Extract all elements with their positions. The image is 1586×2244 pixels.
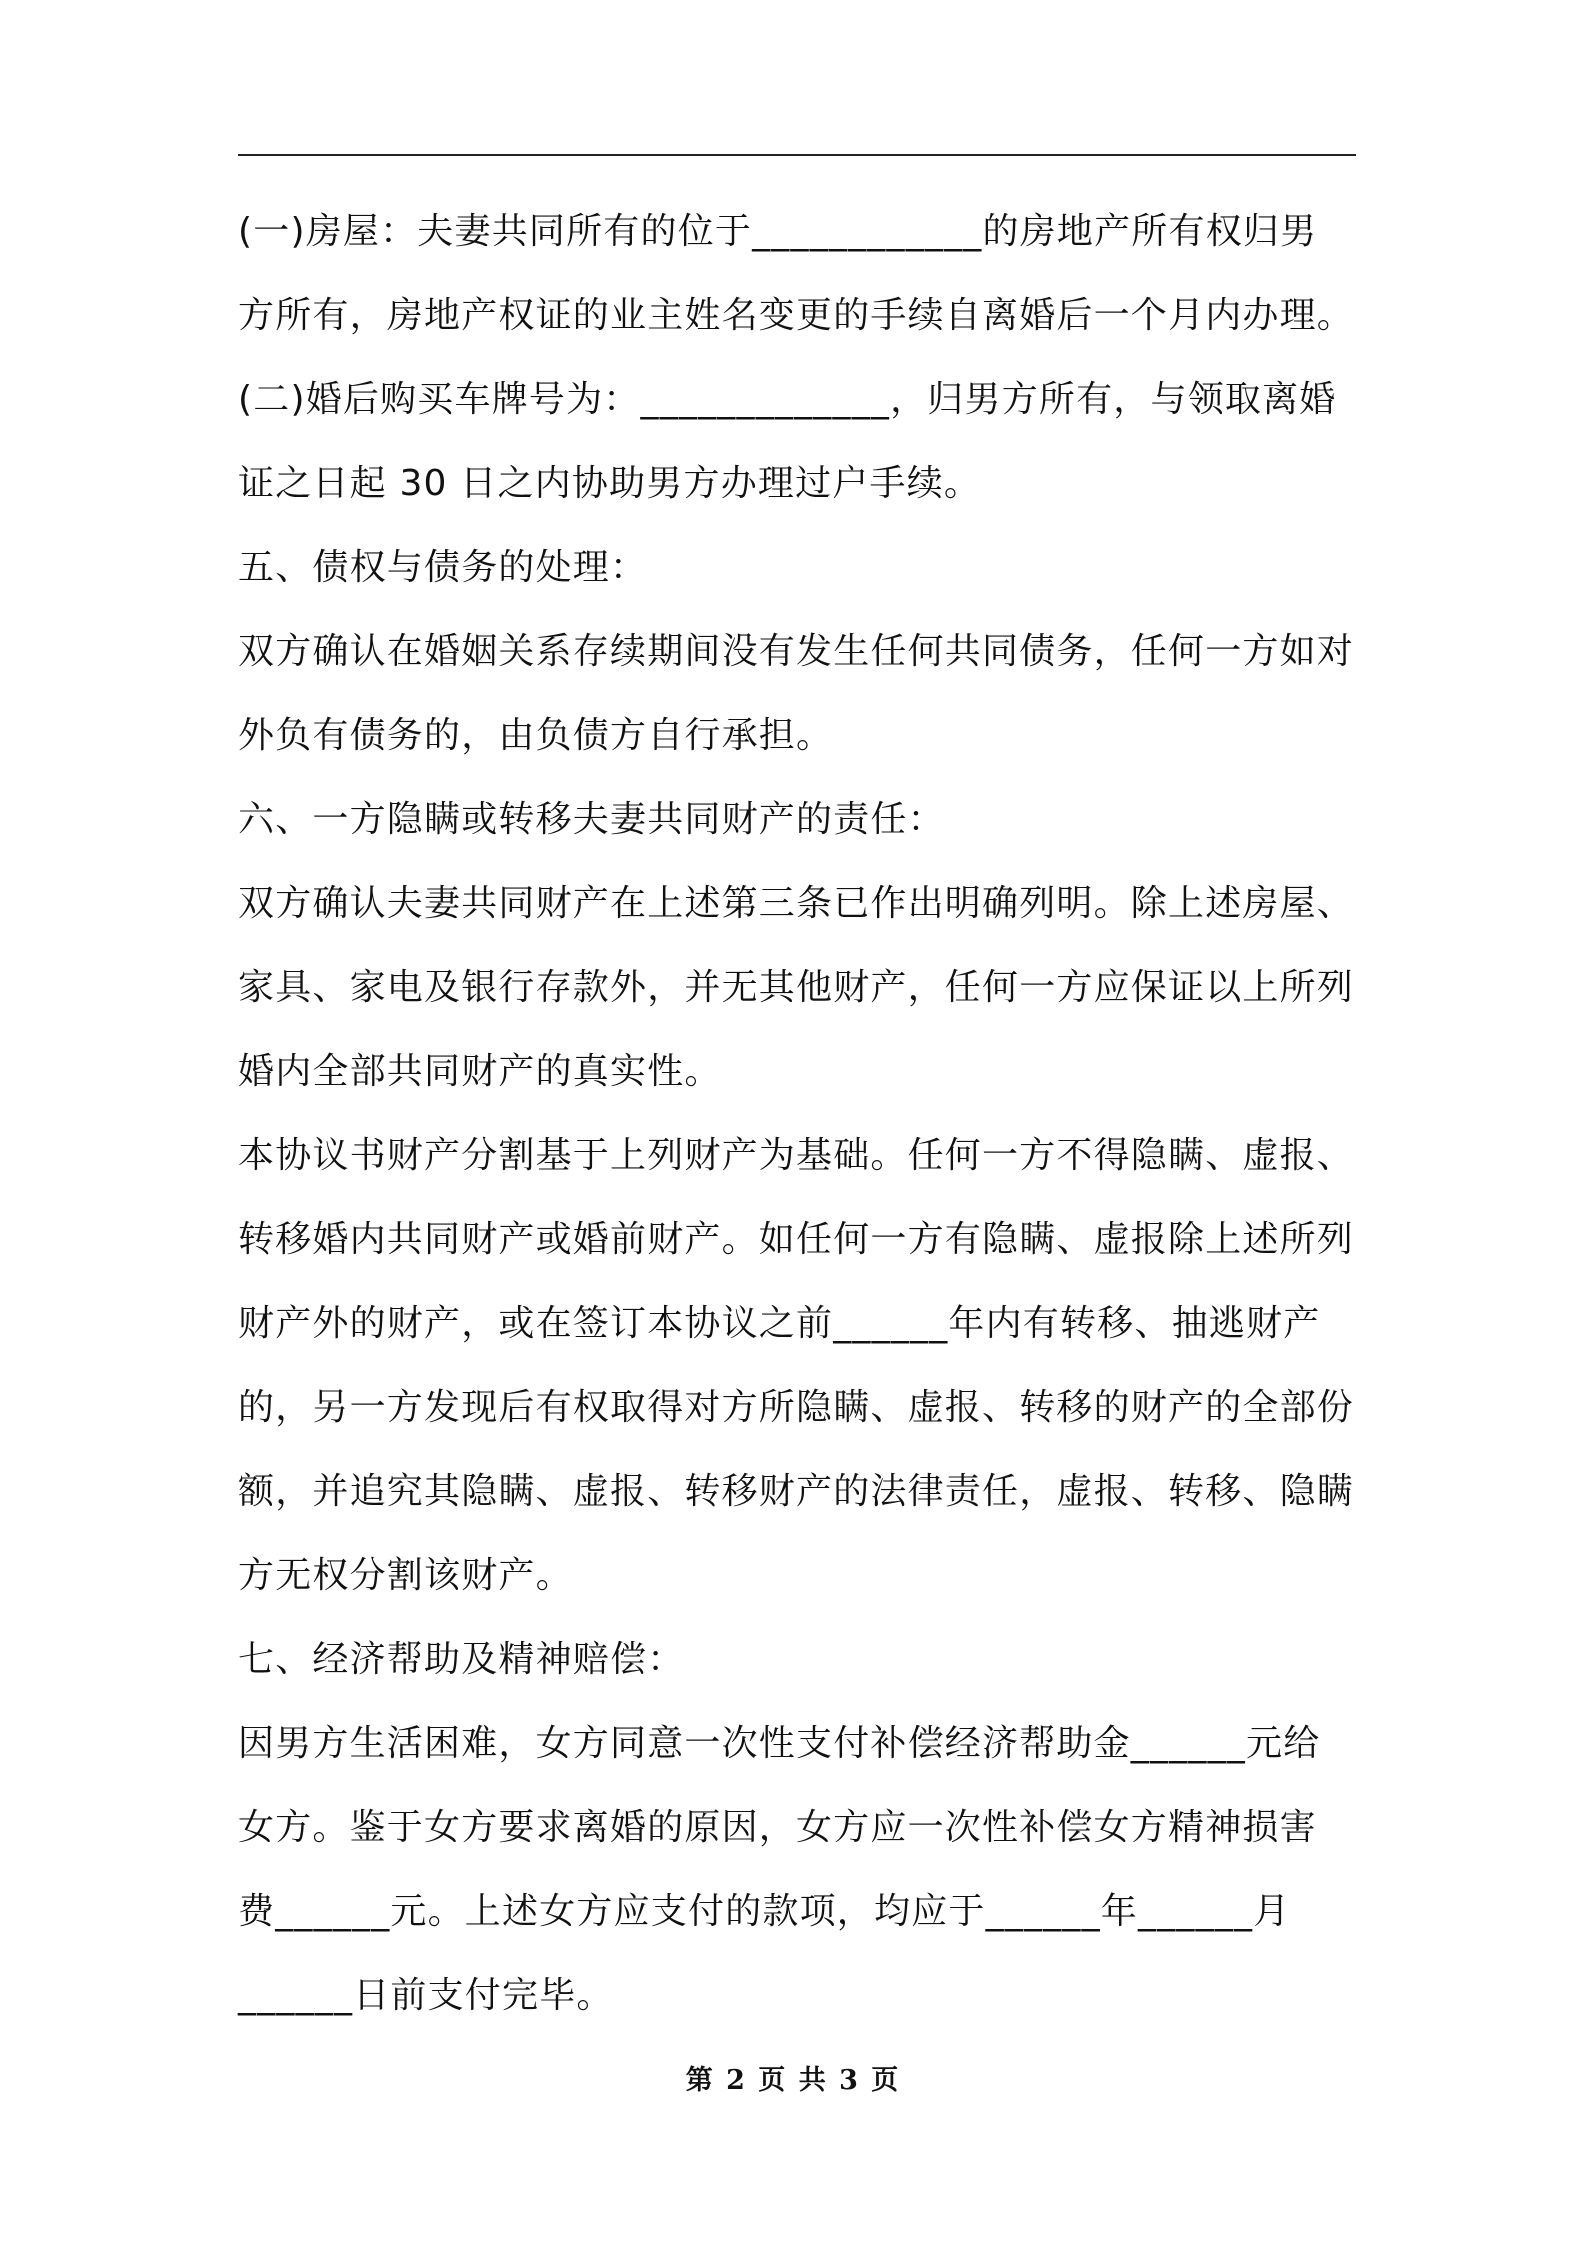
text-line: 财产外的财产，或在签订本协议之前______年内有转移、抽逃财产 <box>238 1303 1321 1344</box>
text-line: 转移婚内共同财产或婚前财产。如任何一方有隐瞒、虚报除上述所列 <box>238 1219 1355 1260</box>
text-line: (二)婚后购买车牌号为：_____________，归男方所有，与领取离婚 <box>238 379 1337 420</box>
section-heading: 六、一方隐瞒或转移夫妻共同财产的责任： <box>238 799 945 840</box>
text-line: 婚内全部共同财产的真实性。 <box>238 1051 722 1092</box>
text-line: 家具、家电及银行存款外，并无其他财产，任何一方应保证以上所列 <box>238 967 1355 1008</box>
page-number-footer: 第 2 页 共 3 页 <box>685 2065 901 2096</box>
text-line: 费______元。上述女方应支付的款项，均应于______年______月 <box>238 1891 1291 1932</box>
text-line: 证之日起 30 日之内协助男方办理过户手续。 <box>238 463 982 504</box>
text-line: 额，并追究其隐瞒、虚报、转移财产的法律责任，虚报、转移、隐瞒 <box>238 1471 1355 1512</box>
section-heading: 七、经济帮助及精神赔偿： <box>238 1639 685 1680</box>
text-line: 本协议书财产分割基于上列财产为基础。任何一方不得隐瞒、虚报、 <box>238 1135 1355 1176</box>
document-body <box>238 190 1363 2038</box>
text-line: 的，另一方发现后有权取得对方所隐瞒、虚报、转移的财产的全部份 <box>238 1387 1355 1428</box>
text-line: ______日前支付完毕。 <box>238 1975 614 2016</box>
text-line: 方所有，房地产权证的业主姓名变更的手续自离婚后一个月内办理。 <box>238 295 1355 336</box>
text-line: 双方确认在婚姻关系存续期间没有发生任何共同债务，任何一方如对 <box>238 631 1355 672</box>
text-line: 双方确认夫妻共同财产在上述第三条已作出明确列明。除上述房屋、 <box>238 883 1355 924</box>
text-line: 外负有债务的，由负债方自行承担。 <box>238 715 834 756</box>
text-line: (一)房屋：夫妻共同所有的位于____________的房地产所有权归男 <box>238 211 1318 252</box>
text-line: 方无权分割该财产。 <box>238 1555 573 1596</box>
text-line: 女方。鉴于女方要求离婚的原因，女方应一次性补偿女方精神损害 <box>238 1807 1317 1848</box>
section-heading: 五、债权与债务的处理： <box>238 547 648 588</box>
text-line: 因男方生活困难，女方同意一次性支付补偿经济帮助金______元给 <box>238 1723 1321 1764</box>
header-rule <box>238 154 1356 156</box>
